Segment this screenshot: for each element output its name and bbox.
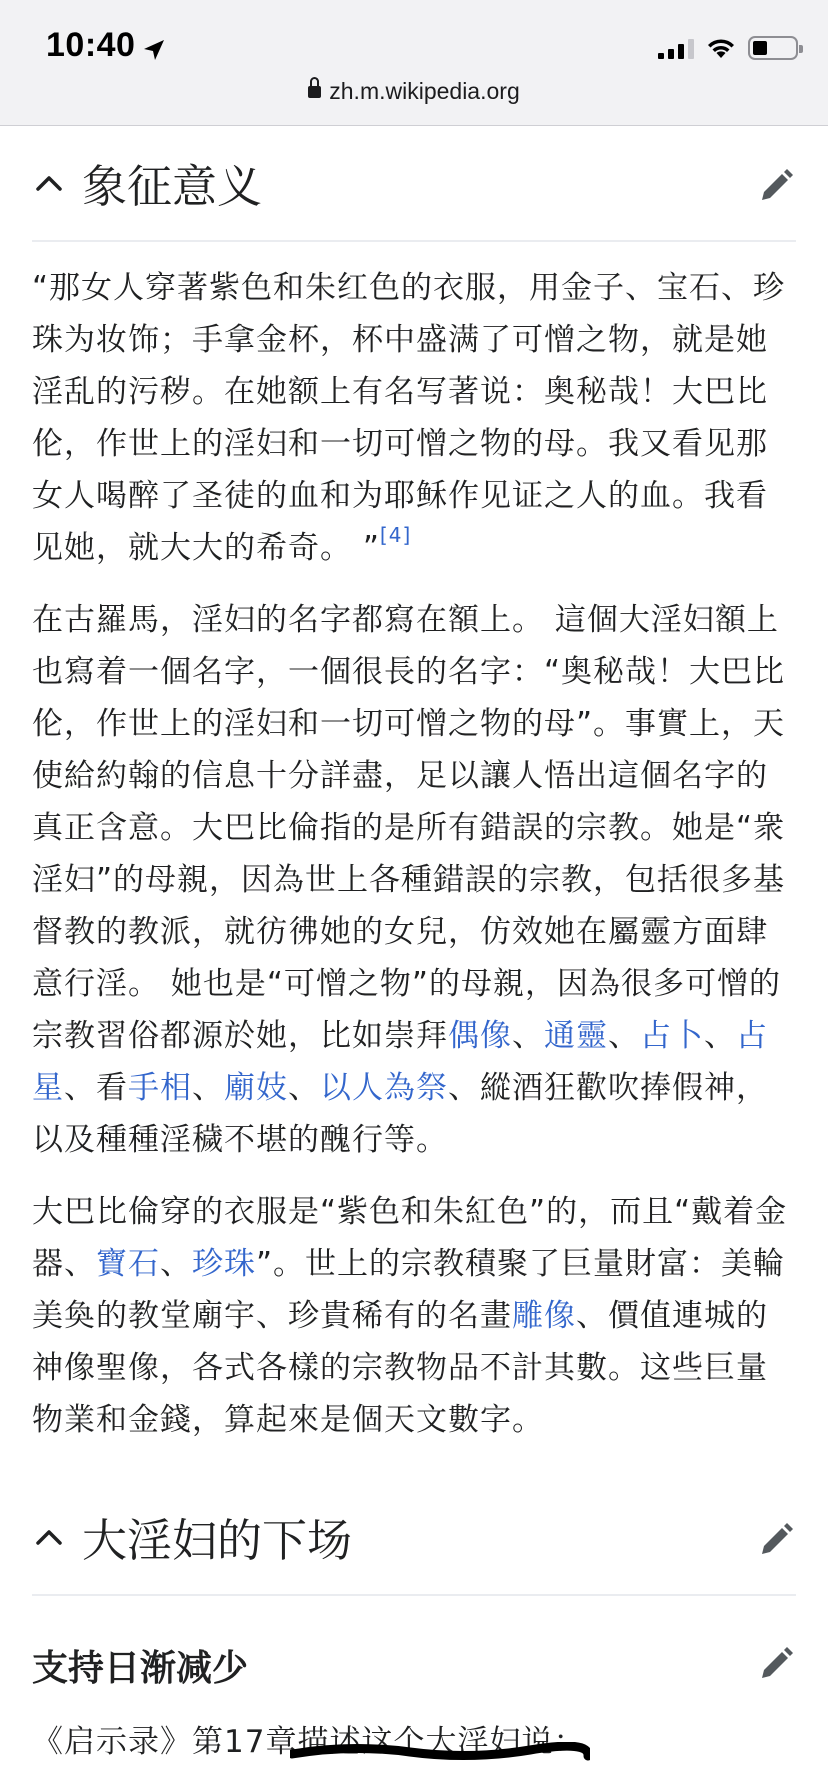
article-content: [32, 126, 796, 1768]
quote-text: “那女人穿著紫色和朱红色的衣服，用金子、宝石、珍珠为妆饰；手拿金杯，杯中盛满了可憎之物，就是她淫乱的污秽。在她额上有名写著说：奥秘哉！大巴比伦，作世上的淫妇和一切可憎之物的母。我又看见那女人喝醉了圣徒的血和为耶稣作见证之人的血。我看见她，就大大的希奇。 ”: [32, 270, 786, 566]
cellular-signal-icon: [658, 37, 694, 59]
reference-link[interactable]: [4]: [379, 523, 412, 547]
lock-icon: [308, 84, 321, 100]
wifi-icon: [706, 37, 736, 59]
paragraph-text: 在古羅馬，淫妇的名字都寫在額上。 這個大淫妇額上也寫着一個名字，一個很長的名字：“奥秘哉！大巴比伦，作世上的淫妇和一切可憎之物的母”。事實上，天使給約翰的信息十分詳盡，足以讓人悟出這個名字的真正含意。大巴比倫指的是所有錯誤的宗教。她是“衆淫妇”的母親，因為世上各種錯誤的宗教，包括很多基督教的教派，就彷彿她的女兒，仿效她在屬靈方面肆意行淫。 她也是“可憎之物”的母親，因為很多可憎的宗教習俗都源於她，比如崇拜: [32, 602, 786, 1054]
chevron-up-icon[interactable]: [34, 168, 64, 198]
separator: 、: [512, 1018, 544, 1054]
separator: 、: [608, 1018, 640, 1054]
link-spiritism[interactable]: 通靈: [544, 1018, 608, 1054]
status-time: 10:40: [46, 26, 136, 64]
link-divination[interactable]: 占卜: [640, 1018, 704, 1054]
address-bar[interactable]: [0, 78, 828, 105]
paragraph-text: 、價值連城的神像聖像，各式各樣的宗教物品不計其數。这些巨量物業和金錢，算起來是個天文數字。: [32, 1298, 768, 1438]
paragraph-text: 大巴比倫穿的衣服是“紫色和朱紅色”的，而且“戴着金器、: [32, 1194, 788, 1282]
separator: 、: [704, 1018, 736, 1054]
edit-pencil-icon[interactable]: [756, 1644, 796, 1684]
separator: 、看: [64, 1070, 128, 1106]
link-human-sacrifice[interactable]: 以人為祭: [320, 1070, 448, 1106]
link-palmistry[interactable]: 手相: [128, 1070, 192, 1106]
quote-paragraph: [32, 262, 796, 574]
separator: 、: [160, 1246, 192, 1282]
separator: 、: [288, 1070, 320, 1106]
status-and-address-bar: [0, 0, 828, 126]
link-sculpture[interactable]: 雕像: [512, 1298, 576, 1334]
link-idols[interactable]: 偶像: [448, 1018, 512, 1054]
section-title: 大淫妇的下场: [82, 1514, 353, 1567]
chevron-up-icon[interactable]: [34, 1522, 64, 1552]
edit-pencil-icon[interactable]: [756, 1520, 796, 1560]
paragraph-text: ”。世上的宗教積聚了巨量財富：美輪美奐的教堂廟宇、珍貴稀有的名畫: [32, 1246, 786, 1334]
paragraph-rome: [32, 594, 796, 1166]
separator: 、: [192, 1070, 224, 1106]
subsection-title: 支持日渐减少: [32, 1647, 249, 1688]
status-icons: [658, 36, 798, 60]
cutoff-paragraph: [32, 1716, 796, 1768]
link-astrology[interactable]: 占星: [32, 1018, 768, 1106]
section-header-fate[interactable]: [32, 1480, 796, 1596]
paragraph-clothing: [32, 1186, 796, 1446]
paragraph-text: 《启示录》第17章描述这个大淫妇说：: [32, 1724, 586, 1760]
section-header-symbolism[interactable]: [32, 126, 796, 242]
edit-pencil-icon[interactable]: [756, 166, 796, 206]
link-pearl[interactable]: 珍珠: [192, 1246, 256, 1282]
battery-icon: [748, 36, 798, 60]
url-text: zh.m.wikipedia.org: [329, 78, 520, 104]
location-arrow-icon: [142, 38, 166, 62]
subsection-header: [32, 1596, 796, 1716]
link-gemstone[interactable]: 寶石: [96, 1246, 160, 1282]
link-temple-prostitution[interactable]: 廟妓: [224, 1070, 288, 1106]
section-title: 象征意义: [82, 160, 263, 213]
redaction-scribble: [290, 1742, 590, 1764]
paragraph-text: 、縱酒狂歡吹捧假神，以及種種淫穢不堪的醜行等。: [32, 1070, 768, 1158]
